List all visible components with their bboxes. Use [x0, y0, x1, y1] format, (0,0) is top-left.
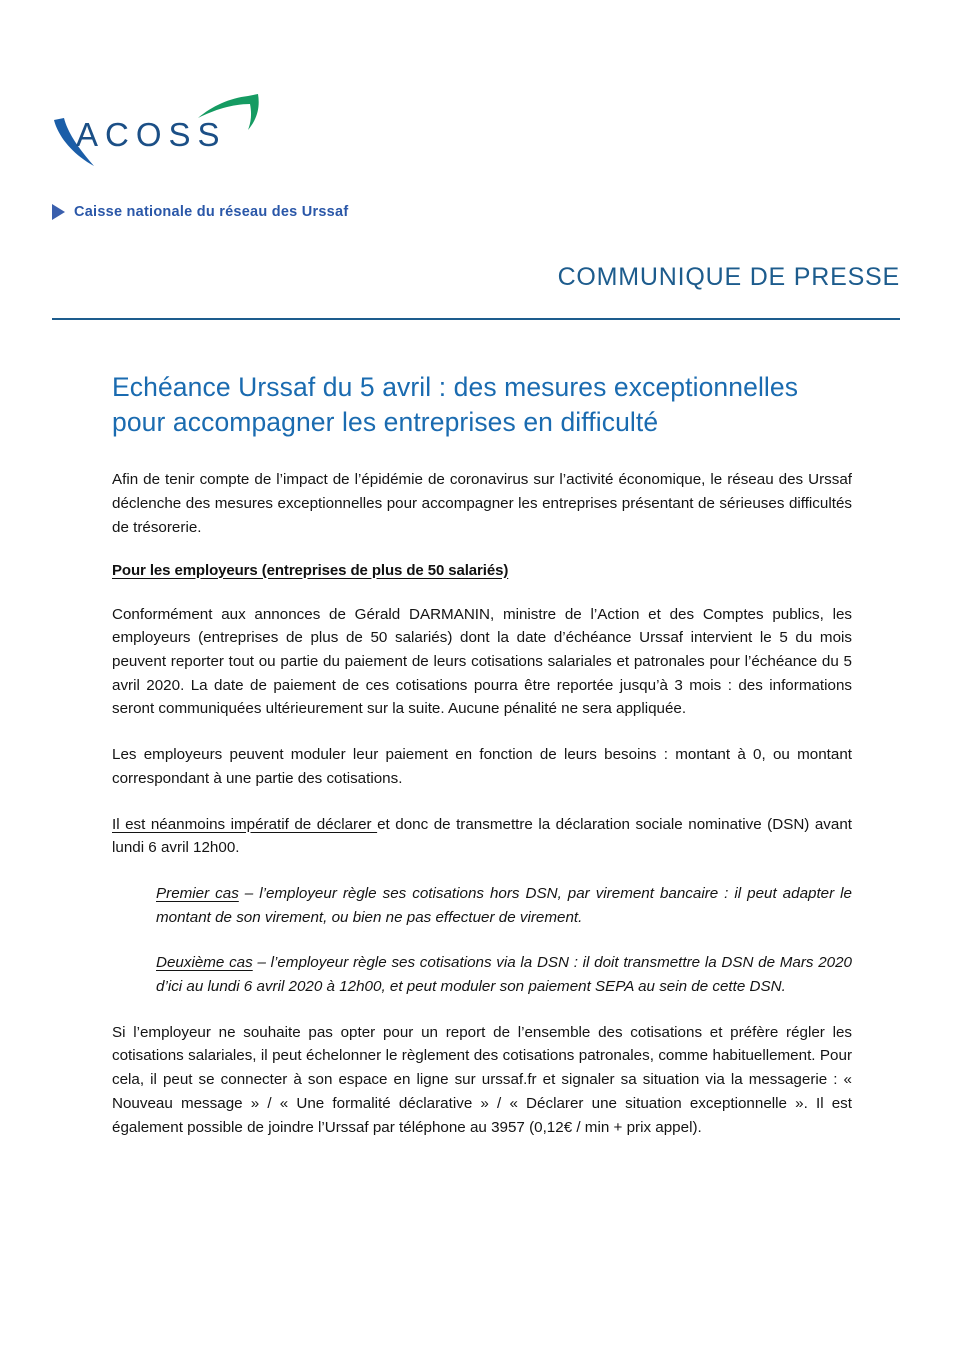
header-divider: [52, 318, 900, 320]
logo-wordmark: ACOSS: [76, 116, 227, 153]
dsn-obligation-rest: et donc de transmettre la déclaration sociale nominative (DSN) avant lundi 6 avril 12h00.: [112, 815, 853, 857]
case-one-paragraph: [112, 882, 852, 929]
paragraph-modulation: Les employeurs peuvent moduler leur paiement en fonction de leurs besoins : montant à 0, ou montant correspondant à une partie des cotisations.: [112, 746, 852, 787]
intro-paragraph: Afin de tenir compte de l’impact de l’épidémie de coronavirus sur l’activité économique, le réseau des Urssaf déclenche des mesures exceptionnelles pour accompagner les entreprises présentant de sérieuses difficultés de trésorerie.: [112, 471, 852, 536]
case-one-label: Premier cas: [156, 884, 239, 902]
case-one-text: – l’employeur règle ses cotisations hors DSN, par virement bancaire : il peut adapter le montant de son virement, ou bien ne pas effectuer de virement.: [156, 884, 852, 926]
triangle-right-icon: [52, 204, 65, 220]
acoss-logo: [52, 92, 262, 170]
case-two-label: Deuxième cas: [156, 954, 253, 972]
masthead: [52, 92, 392, 220]
acoss-logo-mark: [52, 92, 262, 170]
case-two-text: – l’employeur règle ses cotisations via la DSN : il doit transmettre la DSN de Mars 2020 d’ici au lundi 6 avril 2020 à 12h00, et peut moduler son paiement SEPA au sein de cette DSN.: [156, 954, 853, 996]
section-heading-employers: Pour les employeurs (entreprises de plus de 50 salariés): [112, 561, 509, 579]
organisation-name: Caisse nationale du réseau des Urssaf: [74, 204, 349, 220]
press-release-kicker: COMMUNIQUE DE PRESSE: [557, 263, 900, 291]
organisation-line: [52, 204, 348, 220]
document-content: [112, 370, 852, 1139]
paragraph-partial-payment: Si l’employeur ne souhaite pas opter pour un report de l’ensemble des cotisations et préfère régler les cotisations salariales, il peut échelonner le règlement des cotisations patronales, comme habituellement. Pour cela, il peut se connecter à son espace en ligne sur urssaf.fr et signaler sa situation via la messagerie : « Nouveau message » / « Une formalité déclarative » / « Déclarer une situation exceptionnelle ». Il est également possible de joindre l’Urssaf par téléphone au 3957 (0,12€ / min + prix appel).: [112, 1023, 852, 1136]
paragraph-dsn-obligation: [112, 813, 852, 860]
case-two-paragraph: [112, 951, 852, 998]
page-title: Echéance Urssaf du 5 avril : des mesures exceptionnelles pour accompagner les entreprises en difficulté: [112, 372, 799, 438]
paragraph-reporting-rules: Conformément aux annonces de Gérald DARMANIN, ministre de l’Action et des Comptes publics, les employeurs (entreprises de plus de 50 salariés) dont la date d’échéance Urssaf intervient le 5 du mois peuvent reporter tout ou partie du paiement de leurs cotisations salariales et patronales pour l’échéance du 5 avril 2020. La date de paiement de ces cotisations pourra être reportée jusqu’à 3 mois : des informations seront communiquées ultérieurement sur la suite. Aucune pénalité ne sera appliquée.: [112, 605, 852, 718]
dsn-obligation-underlined: Il est néanmoins impératif de déclarer: [112, 815, 378, 833]
